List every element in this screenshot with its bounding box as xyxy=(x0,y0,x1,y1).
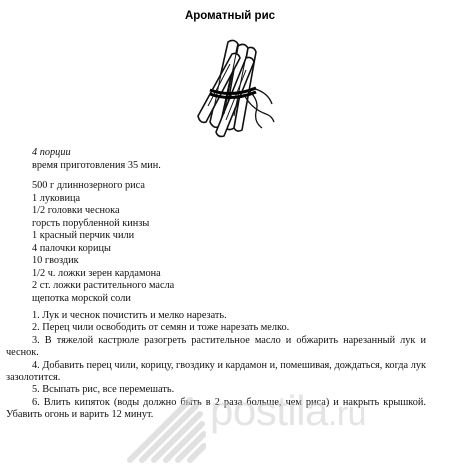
ingredient-item: 4 палочки корицы xyxy=(32,242,111,254)
servings-label: 4 порции xyxy=(32,147,71,158)
ingredient-item: 500 г длиннозерного риса xyxy=(32,180,145,191)
instruction-step: 3. В тяжелой кастрюле разогреть растительное масло и обжарить нарезанный лук и чеснок. xyxy=(6,334,426,359)
ingredient-item: 1/2 головки чеснока xyxy=(32,205,120,216)
instruction-step: 6. Влить кипяток (воды должно быть в 2 раза больше, чем риса) и накрыть крышкой. Убавить огонь и варить 12 минут. xyxy=(6,396,426,421)
watermark xyxy=(210,387,366,435)
ingredient-item: 10 гвоздик xyxy=(32,255,79,266)
cinnamon-sticks-icon xyxy=(180,30,280,142)
watermark-text: postila xyxy=(210,387,328,434)
instruction-step: 5. Всыпать рис, все перемешать. xyxy=(32,384,175,396)
ingredient-item: 2 ст. ложки растительного масла xyxy=(32,280,175,291)
ingredient-list xyxy=(32,180,174,305)
instruction-step: 2. Перец чили освободить от семян и тоже нарезать мелко. xyxy=(32,322,290,334)
ingredient-item: 1 луковица xyxy=(32,192,81,204)
ingredient-item: щепотка морской соли xyxy=(32,292,131,304)
ingredient-item: 1/2 ч. ложки зерен кардамона xyxy=(32,267,161,279)
watermark-suffix: .ru xyxy=(327,395,367,433)
cook-time-label: время приготовления 35 мин. xyxy=(32,159,161,171)
watermark-logo-icon xyxy=(120,390,206,464)
ingredient-item: 1 красный перчик чили xyxy=(32,230,135,241)
instruction-step: 1. Лук и чеснок почистить и мелко нарезать. xyxy=(32,310,227,321)
ingredient-item: горсть порубленной кинзы xyxy=(32,217,150,229)
recipe-meta xyxy=(32,147,161,172)
recipe-title: Ароматный рис xyxy=(184,10,276,22)
instruction-step: 4. Добавить перец чили, корицу, гвоздику и кардамон и, помешивая, дождаться, когда лук зазолотится. xyxy=(6,359,426,384)
